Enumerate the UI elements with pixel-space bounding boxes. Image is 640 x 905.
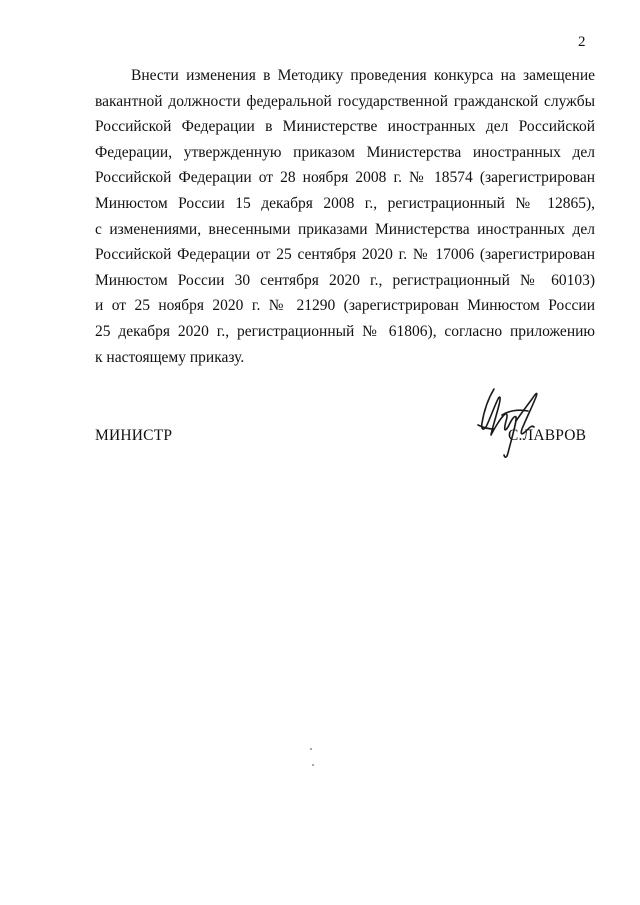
- scan-speck: [310, 748, 312, 750]
- body-line: с изменениями, внесенными приказами Министерства иностранных дел: [95, 220, 595, 238]
- body-line: вакантной должности федеральной государственной гражданской службы: [95, 92, 595, 110]
- handwritten-signature-icon: [474, 385, 554, 461]
- body-line: и от 25 ноября 2020 г. № 21290 (зарегистрирован Минюстом России: [95, 297, 595, 315]
- body-line: Минюстом России 30 сентября 2020 г., регистрационный № 60103): [95, 271, 595, 289]
- signatory-name: С.ЛАВРОВ: [508, 427, 587, 444]
- body-line: Минюстом России 15 декабря 2008 г., регистрационный № 12865),: [95, 194, 595, 212]
- body-line: 25 декабря 2020 г., регистрационный № 61806), согласно приложению: [95, 322, 595, 340]
- body-line: к настоящему приказу.: [95, 348, 245, 366]
- body-line: Внести изменения в Методику проведения конкурса на замещение: [131, 67, 595, 84]
- body-line: Федерации, утвержденную приказом Министерства иностранных дел: [95, 143, 595, 161]
- signatory-title: МИНИСТР: [95, 427, 173, 444]
- order-body-text: [95, 63, 595, 370]
- body-line: Российской Федерации от 28 ноября 2008 г. № 18574 (зарегистрирован: [95, 169, 595, 187]
- body-line: Российской Федерации от 25 сентября 2020 г. № 17006 (зарегистрирован: [95, 246, 595, 264]
- scan-speck: [312, 764, 314, 766]
- page-number: 2: [578, 34, 586, 50]
- body-line: Российской Федерации в Министерстве иностранных дел Российской: [95, 118, 595, 136]
